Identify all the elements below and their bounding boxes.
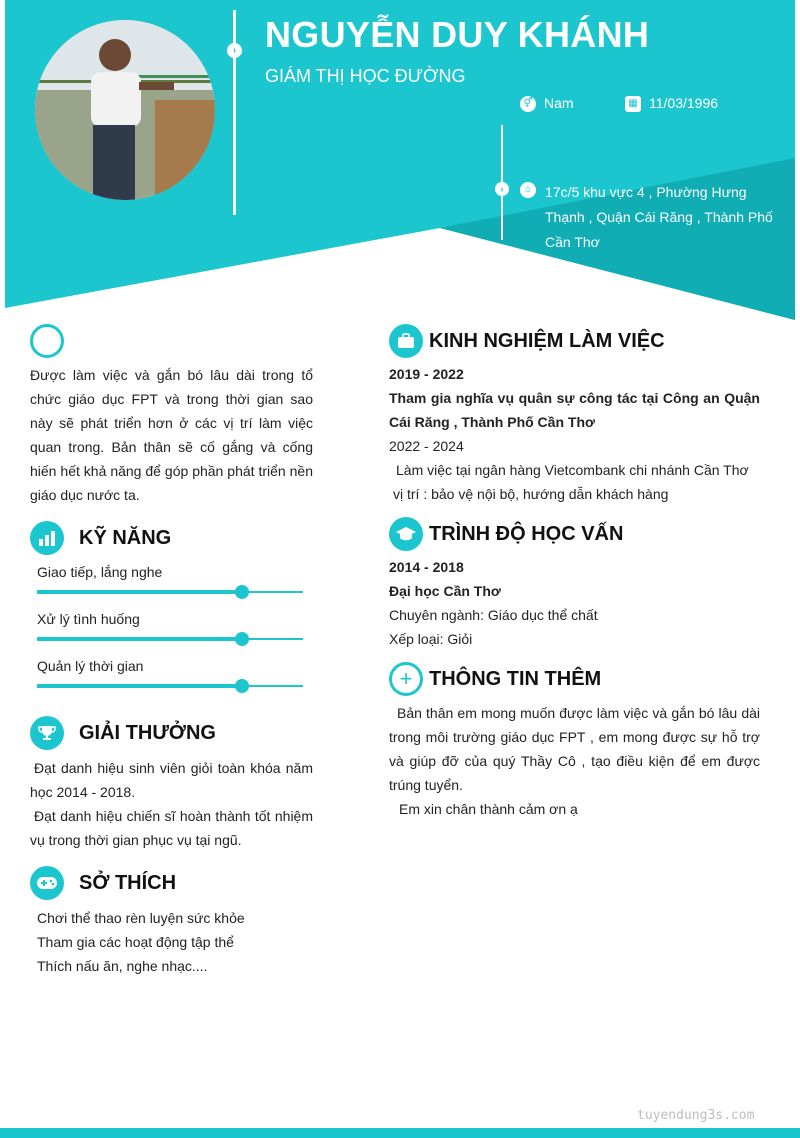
- awards-header: [30, 716, 216, 750]
- gender-info: [520, 95, 574, 112]
- award-line: Đạt danh hiệu chiến sĩ hoàn thành tốt nhiệm vụ trong thời gian phục vụ tại ngũ.: [30, 808, 313, 848]
- address-value: 17c/5 khu vực 4 , Phường Hưng Thạnh , Quận Cái Răng , Thành Phố Cần Thơ: [545, 184, 773, 250]
- target-icon: [30, 324, 64, 358]
- education-period: 2014 - 2018: [389, 559, 464, 575]
- footer-bar: [0, 1128, 800, 1138]
- more-info-header: [389, 662, 601, 696]
- education-title: TRÌNH ĐỘ HỌC VẤN: [429, 522, 624, 545]
- award-line: Đạt danh hiệu sinh viên giỏi toàn khóa năm học 2014 - 2018.: [30, 760, 313, 800]
- graduation-cap-icon: [389, 517, 423, 551]
- plus-icon: +: [389, 662, 423, 696]
- birthdate-value: 11/03/1996: [649, 95, 719, 111]
- experience-role: Tham gia nghĩa vụ quân sự công tác tại Công an Quận Cái Răng , Thành Phố Cần Thơ: [389, 390, 760, 430]
- slider-knob[interactable]: [235, 632, 249, 646]
- slider-knob[interactable]: [235, 585, 249, 599]
- slider-knob[interactable]: [235, 679, 249, 693]
- calendar-icon: ▦: [625, 96, 641, 112]
- experience-title: KINH NGHIỆM LÀM VIỆC: [429, 329, 665, 352]
- more-info-text: Bản thân em mong muốn được làm việc và gắn bó lâu dài trong môi trường giáo dục FPT , em mong được sự hỗ trợ và giúp đỡ của quý Thầy Cô , tạo điều kiện để em được trúng tuyển.: [389, 705, 760, 793]
- skill-item: [37, 564, 303, 602]
- chevron-right-icon: ›: [227, 43, 242, 58]
- hobby-item: Chơi thể thao rèn luyện sức khỏe: [37, 910, 245, 926]
- briefcase-icon: [389, 324, 423, 358]
- education-header: [389, 517, 623, 551]
- hobbies-title: SỞ THÍCH: [79, 871, 177, 894]
- candidate-role: GIÁM THỊ HỌC ĐƯỜNG: [265, 66, 466, 86]
- more-info-closing: Em xin chân thành cảm ơn ạ: [399, 801, 578, 817]
- education-major: Chuyên ngành: Giáo dục thể chất: [389, 607, 598, 623]
- education-school: Đại học Cần Thơ: [389, 583, 501, 599]
- skills-title: KỸ NĂNG: [79, 526, 172, 549]
- header-banner: [0, 0, 800, 330]
- skill-slider[interactable]: [37, 582, 303, 602]
- bar-chart-icon: [30, 521, 64, 555]
- avatar: [35, 20, 215, 200]
- more-info-title: THÔNG TIN THÊM: [429, 667, 602, 690]
- timeline-line: [233, 10, 236, 215]
- experience-period: 2019 - 2022: [389, 366, 464, 382]
- hobbies-header: [30, 866, 176, 900]
- candidate-name: NGUYỄN DUY KHÁNH: [265, 14, 650, 55]
- birthdate-info: [625, 95, 718, 112]
- skill-label: Giao tiếp, lắng nghe: [37, 564, 163, 580]
- gamepad-icon: [30, 866, 64, 900]
- skill-slider[interactable]: [37, 629, 303, 649]
- home-icon: ⌂: [520, 182, 536, 198]
- skill-label: Quản lý thời gian: [37, 658, 144, 674]
- gender-value: Nam: [544, 95, 574, 111]
- skill-item: [37, 658, 303, 696]
- skill-item: [37, 611, 303, 649]
- trophy-icon: [30, 716, 64, 750]
- objective-text: Được làm việc và gắn bó lâu dài trong tổ chức giáo dục FPT và trong thời gian sao này sẽ phát triển hơn ở các vị trí làm việc quan trong. Bản thân sẽ cố gắng và cống hiến hết khả năng để góp phần phát triển nền giáo dục nước ta.: [30, 367, 313, 503]
- experience-period: 2022 - 2024: [389, 438, 464, 454]
- skill-label: Xử lý tình huống: [37, 611, 140, 627]
- skills-header: [30, 521, 171, 555]
- experience-header: [389, 324, 665, 358]
- chevron-right-icon: ›: [495, 182, 509, 196]
- watermark: tuyendung3s.com: [637, 1108, 755, 1123]
- hobby-item: Thích nấu ăn, nghe nhạc....: [37, 958, 208, 974]
- skill-slider[interactable]: [37, 676, 303, 696]
- experience-detail: Làm việc tại ngân hàng Vietcombank chi nhánh Cần Thơ: [396, 462, 749, 478]
- objective-header: [30, 324, 79, 358]
- education-rank: Xếp loại: Giỏi: [389, 631, 473, 647]
- gender-icon: ⚥: [520, 96, 536, 112]
- hobby-item: Tham gia các hoạt động tập thể: [37, 934, 234, 950]
- awards-title: GIẢI THƯỞNG: [79, 721, 216, 744]
- experience-detail: vị trí : bảo vệ nội bộ, hướng dẫn khách hàng: [393, 486, 669, 502]
